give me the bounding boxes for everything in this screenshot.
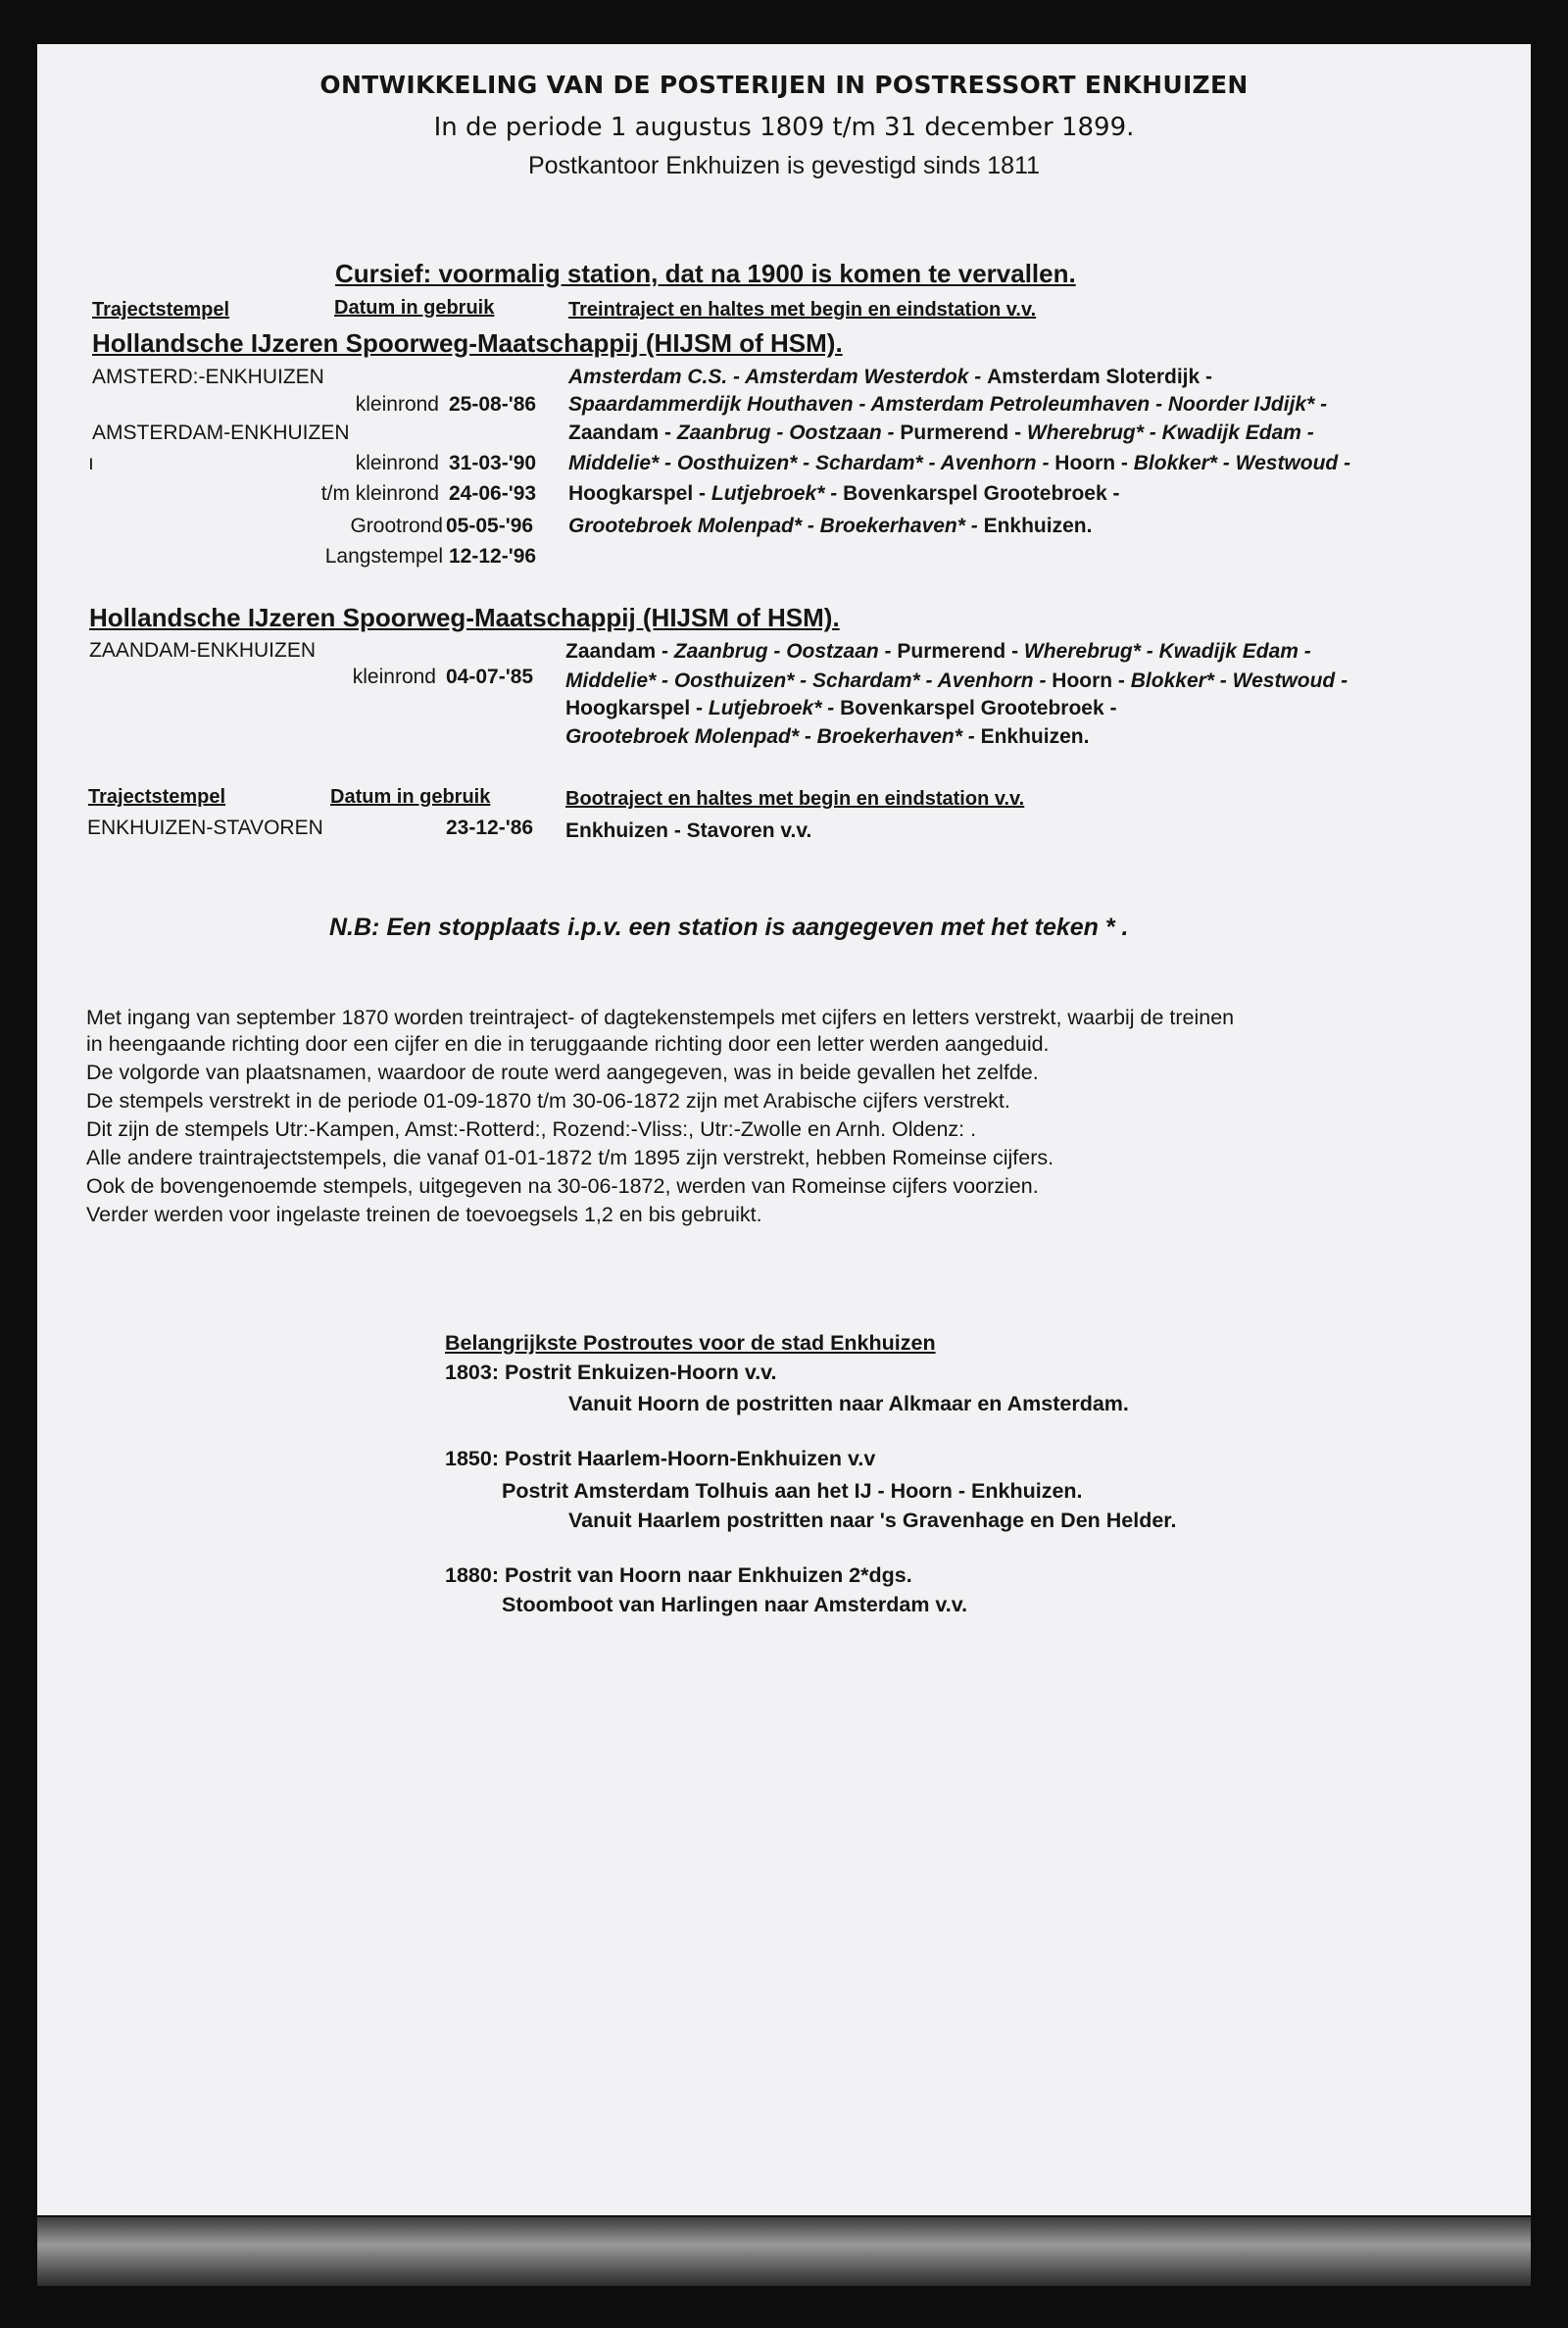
paragraph-line: De volgorde van plaatsnamen, waardoor de route werd aangegeven, was in beide gevallen het zelfde. — [86, 1061, 1039, 1084]
stamp-type: kleinrond — [355, 393, 439, 416]
paragraph-line: Alle andere traintrajectstempels, die vanaf 01-01-1872 t/m 1895 zijn verstrekt, hebben Romeinse cijfers. — [86, 1146, 1054, 1169]
legend: Cursief: voormalig station, dat na 1900 is komen te vervallen. — [335, 259, 1076, 288]
stamp-type: kleinrond — [355, 452, 439, 474]
route-former-stations: Zaanbrug - Oostzaan - — [676, 421, 901, 444]
postroutes-title: Belangrijkste Postroutes voor de stad Enkhuizen — [445, 1331, 936, 1355]
route-former-stations: Lutjebroek* - — [708, 697, 841, 719]
route-former-stations: Zaanbrug - Oostzaan - — [673, 640, 898, 663]
page-subtitle-2: Postkantoor Enkhuizen is gevestigd sinds 1811 — [527, 152, 1041, 179]
stamp-date: 25-08-'86 — [449, 393, 537, 416]
route-former-stations: Blokker* - Westwoud - — [1133, 452, 1351, 474]
route-line — [565, 640, 1311, 664]
page-subtitle: In de periode 1 augustus 1809 t/m 31 december 1899. — [433, 113, 1135, 142]
stamp-type: kleinrond — [352, 666, 436, 688]
column-header-stamp: Trajectstempel — [92, 299, 230, 321]
postroute-line: Stoomboot van Harlingen naar Amsterdam v.v. — [502, 1593, 968, 1616]
column-header-date: Datum in gebruik — [330, 786, 491, 808]
route-stations: Hoogkarspel - — [568, 482, 711, 505]
route-line — [568, 482, 1119, 506]
postroute-line: 1850: Postrit Haarlem-Hoorn-Enkhuizen v.v — [445, 1447, 876, 1470]
route-stations: Zaandam - — [565, 640, 674, 663]
stamp-date: 24-06-'93 — [449, 482, 537, 505]
route-former-stations: Amsterdam C.S. - Amsterdam Westerdok - — [568, 366, 988, 388]
route-stations: Zaandam - — [568, 421, 677, 444]
stamp-date: 04-07-'85 — [446, 666, 534, 688]
route-stations: Purmerend - — [900, 421, 1027, 444]
route-former-stations: Grootebroek Molenpad* - Broekerhaven* - — [565, 725, 981, 748]
stamp-name: AMSTERD:-ENKHUIZEN — [92, 366, 324, 388]
column-header-route: Treintraject en haltes met begin en eindstation v.v. — [568, 299, 1037, 321]
route-former-stations: Middelie* - Oosthuizen* - Schardam* - Avenhorn - — [565, 669, 1053, 692]
route-line — [568, 366, 1212, 389]
route-stations: Enkhuizen - Stavoren v.v. — [565, 819, 812, 842]
paragraph-line: Dit zijn de stempels Utr:-Kampen, Amst:-Rotterd:, Rozend:-Vliss:, Utr:-Zwolle en Arnh. Oldenz: . — [86, 1117, 977, 1141]
route-former-stations: Wherebrug* - Kwadijk Edam - — [1026, 421, 1314, 444]
stamp-type: Grootrond — [350, 515, 443, 537]
route-stations: Hoorn - — [1054, 452, 1134, 474]
stamp-date: 05-05-'96 — [446, 515, 534, 537]
margin-mark: ı — [88, 452, 94, 474]
paragraph-line: in heengaande richting door een cijfer en die in teruggaande richting door een letter werden aangeduid. — [86, 1032, 1050, 1056]
route-stations: Enkhuizen. — [980, 725, 1090, 748]
page-title: ONTWIKKELING VAN DE POSTERIJEN IN POSTRESSORT ENKHUIZEN — [319, 71, 1249, 99]
paragraph-line: Verder werden voor ingelaste treinen de toevoegsels 1,2 en bis gebruikt. — [86, 1203, 762, 1226]
route-stations: Amsterdam Sloterdijk - — [987, 366, 1213, 388]
postroute-line: 1803: Postrit Enkuizen-Hoorn v.v. — [445, 1361, 777, 1384]
stamp-name: AMSTERDAM-ENKHUIZEN — [92, 421, 350, 444]
route-former-stations: Blokker* - Westwoud - — [1130, 669, 1348, 692]
stamp-name: ENKHUIZEN-STAVOREN — [87, 817, 323, 839]
column-header-stamp: Trajectstempel — [88, 786, 226, 808]
route-stations: Bovenkarspel Grootebroek - — [843, 482, 1120, 505]
stamp-date: 12-12-'96 — [449, 545, 537, 568]
postroute-line: Vanuit Hoorn de postritten naar Alkmaar en Amsterdam. — [568, 1392, 1129, 1415]
stamp-type: Langstempel — [324, 545, 443, 568]
route-line — [568, 421, 1314, 445]
company-title: Hollandsche IJzeren Spoorweg-Maatschappij (HIJSM of HSM). — [92, 328, 843, 358]
stamp-date: 31-03-'90 — [449, 452, 537, 474]
route-stations: Purmerend - — [897, 640, 1024, 663]
column-header-date: Datum in gebruik — [334, 297, 495, 319]
route-line — [568, 393, 1327, 417]
route-line — [565, 669, 1348, 693]
stamp-name: ZAANDAM-ENKHUIZEN — [89, 639, 317, 662]
binder-strip — [37, 2217, 1531, 2286]
route-stations: Enkhuizen. — [983, 515, 1093, 537]
route-former-stations: Grootebroek Molenpad* - Broekerhaven* - — [568, 515, 984, 537]
postroute-line: Postrit Amsterdam Tolhuis aan het IJ - Hoorn - Enkhuizen. — [502, 1479, 1083, 1503]
column-header-route: Bootraject en haltes met begin en eindstation v.v. — [565, 788, 1025, 810]
route-stations: Hoogkarspel - — [565, 697, 709, 719]
route-former-stations: Middelie* - Oosthuizen* - Schardam* - Avenhorn - — [568, 452, 1055, 474]
stamp-type: t/m kleinrond — [320, 482, 439, 505]
route-former-stations: Wherebrug* - Kwadijk Edam - — [1023, 640, 1311, 663]
stamp-date: 23-12-'86 — [446, 817, 534, 839]
postroute-line: Vanuit Haarlem postritten naar 's Gravenhage en Den Helder. — [568, 1509, 1177, 1532]
route-former-stations: Lutjebroek* - — [710, 482, 844, 505]
company-title: Hollandsche IJzeren Spoorweg-Maatschappij (HIJSM of HSM). — [89, 603, 840, 632]
route-line — [568, 452, 1350, 475]
route-line — [568, 515, 1092, 538]
paragraph-line: Met ingang van september 1870 worden treintraject- of dagtekenstempels met cijfers en letters verstrekt, waarbij de treinen — [86, 1006, 1235, 1029]
route-stations: Bovenkarspel Grootebroek - — [840, 697, 1117, 719]
route-line — [565, 697, 1116, 720]
nb-note: N.B: Een stopplaats i.p.v. een station is aangegeven met het teken * . — [329, 914, 1129, 941]
route-stations: Hoorn - — [1052, 669, 1131, 692]
route-former-stations: Spaardammerdijk Houthaven - Amsterdam Petroleumhaven - Noorder IJdijk* - — [568, 393, 1328, 416]
paragraph-line: Ook de bovengenoemde stempels, uitgegeven na 30-06-1872, werden van Romeinse cijfers voorzien. — [86, 1174, 1039, 1198]
route-line — [565, 725, 1089, 749]
postroute-line: 1880: Postrit van Hoorn naar Enkhuizen 2*dgs. — [445, 1563, 912, 1587]
paragraph-line: De stempels verstrekt in de periode 01-09-1870 t/m 30-06-1872 zijn met Arabische cijfers verstrekt. — [86, 1089, 1010, 1113]
